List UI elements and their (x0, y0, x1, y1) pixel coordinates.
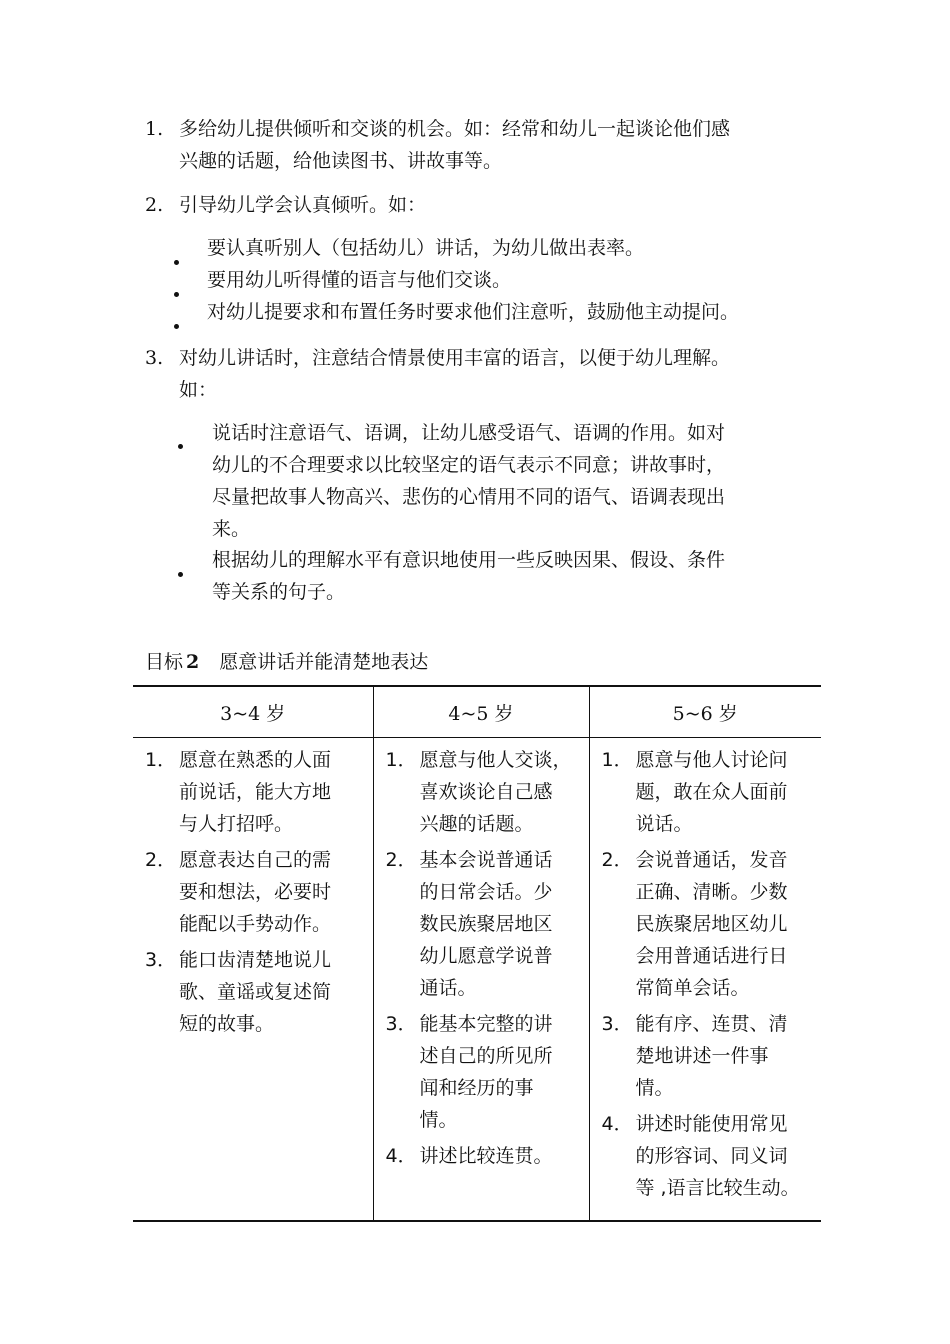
point-line: 基本会说普通话 (419, 849, 553, 871)
point-line: 短的故事。 (179, 1013, 275, 1035)
goal-prefix: 目标 (145, 651, 184, 673)
item-text-line: 多给幼儿提供倾听和交谈的机会。如：经常和幼儿一起谈论他们感 (179, 118, 731, 140)
bullet-item (207, 264, 511, 296)
table-row (133, 738, 821, 1222)
list-item-1 (145, 113, 835, 177)
bullet-dot-icon (174, 324, 179, 329)
point-line: 等 ,语言比较生动。 (635, 1177, 800, 1199)
table-header-row (133, 686, 821, 738)
point-line: 能口齿清楚地说儿 (179, 949, 332, 971)
goal-point (598, 1008, 814, 1104)
goal-heading (145, 647, 428, 677)
goal-number: 2 (186, 651, 200, 673)
point-line: 愿意表达自己的需 (179, 849, 332, 871)
point-line: 数民族聚居地区 (419, 913, 553, 935)
point-line: 正确、清晰。少数 (635, 881, 788, 903)
goals-table (133, 685, 821, 1222)
bullet-dot-icon (174, 292, 179, 297)
bullet-item (212, 417, 725, 545)
item-text-line: 如： (179, 379, 218, 401)
point-line: 讲述时能使用常见 (635, 1113, 788, 1135)
point-line: 喜欢谈论自己感 (419, 781, 553, 803)
bullet-item (207, 232, 644, 264)
item-text-line: 兴趣的话题，给他读图书、讲故事等。 (179, 150, 503, 172)
item-number: 3. (145, 347, 164, 369)
point-number: 1． (145, 749, 177, 771)
item-text-line: 引导幼儿学会认真倾听。如： (179, 194, 427, 216)
point-line: 的日常会话。少 (419, 881, 553, 903)
bullet-text: 对幼儿提要求和布置任务时要求他们注意听，鼓励他主动提问。 (207, 301, 740, 323)
list-item-3 (145, 342, 835, 406)
point-line: 会用普通话进行日 (635, 945, 788, 967)
item-number: 1. (145, 118, 164, 140)
bullet-text-line: 尽量把故事人物高兴、悲伤的心情用不同的语气、语调表现出 (212, 486, 726, 508)
bullet-dot-icon (178, 572, 183, 577)
bullet-text-line: 幼儿的不合理要求以比较坚定的语气表示不同意；讲故事时， (212, 454, 726, 476)
table-cell-age-4-5 (373, 738, 589, 1222)
point-line: 愿意与他人交谈， (419, 749, 572, 771)
goal-point (382, 844, 581, 1004)
point-number: 3． (145, 949, 177, 971)
bullet-text: 要认真听别人（包括幼儿）讲话，为幼儿做出表率。 (207, 237, 645, 259)
point-line: 情。 (635, 1077, 674, 1099)
point-number: 2． (601, 849, 633, 871)
bullet-text-line: 来。 (212, 518, 251, 540)
point-line: 述自己的所见所 (419, 1045, 553, 1067)
table-cell-age-5-6 (589, 738, 821, 1222)
point-line: 能配以手势动作。 (179, 913, 332, 935)
point-line: 民族聚居地区幼儿 (635, 913, 788, 935)
point-line: 与人打招呼。 (179, 813, 294, 835)
point-line: 幼儿愿意学说普 (419, 945, 553, 967)
point-line: 讲述比较连贯。 (419, 1145, 553, 1167)
point-line: 闻和经历的事 (419, 1077, 534, 1099)
point-line: 歌、童谣或复述简 (179, 981, 332, 1003)
point-line: 能基本完整的讲 (419, 1013, 553, 1035)
point-number: 1． (601, 749, 633, 771)
point-line: 楚地讲述一件事 (635, 1045, 769, 1067)
point-line: 要和想法，必要时 (179, 881, 332, 903)
goal-point (141, 844, 365, 940)
item-number: 2. (145, 194, 164, 216)
point-line: 前说话，能大方地 (179, 781, 332, 803)
column-header: 5~6 岁 (589, 686, 821, 738)
goal-point (598, 1108, 814, 1204)
point-number: 4． (385, 1145, 417, 1167)
point-line: 的形容词、同义词 (635, 1145, 788, 1167)
bullet-item (212, 544, 725, 608)
bullet-dot-icon (174, 260, 179, 265)
point-number: 3． (601, 1013, 633, 1035)
column-header: 4~5 岁 (373, 686, 589, 738)
goal-point (598, 844, 814, 1004)
goal-point (382, 1140, 581, 1172)
goal-title: 愿意讲话并能清楚地表达 (219, 651, 429, 673)
goal-point (382, 744, 581, 840)
point-line: 愿意在熟悉的人面 (179, 749, 332, 771)
point-number: 4． (601, 1113, 633, 1135)
point-line: 常简单会话。 (635, 977, 750, 999)
point-line: 通话。 (419, 977, 477, 999)
item-text-line: 对幼儿讲话时，注意结合情景使用丰富的语言，以便于幼儿理解。 (179, 347, 731, 369)
goal-point (141, 744, 365, 840)
point-line: 题，敢在众人面前 (635, 781, 788, 803)
point-line: 说话。 (635, 813, 693, 835)
goal-point (598, 744, 814, 840)
table-cell-age-3-4 (133, 738, 373, 1222)
bullet-text-line: 等关系的句子。 (212, 581, 346, 603)
point-line: 会说普通话，发音 (635, 849, 788, 871)
point-line: 兴趣的话题。 (419, 813, 534, 835)
point-number: 3． (385, 1013, 417, 1035)
list-item-2 (145, 189, 835, 221)
point-line: 能有序、连贯、清 (635, 1013, 788, 1035)
bullet-text-line: 根据幼儿的理解水平有意识地使用一些反映因果、假设、条件 (212, 549, 726, 571)
point-line: 情。 (419, 1109, 458, 1131)
point-number: 2． (145, 849, 177, 871)
bullet-item (207, 296, 739, 328)
bullet-text-line: 说话时注意语气、语调，让幼儿感受语气、语调的作用。如对 (212, 422, 726, 444)
goal-point (382, 1008, 581, 1136)
point-line: 愿意与他人讨论问 (635, 749, 788, 771)
goal-point (141, 944, 365, 1040)
point-number: 1． (385, 749, 417, 771)
bullet-dot-icon (178, 444, 183, 449)
bullet-text: 要用幼儿听得懂的语言与他们交谈。 (207, 269, 512, 291)
column-header: 3~4 岁 (133, 686, 373, 738)
point-number: 2． (385, 849, 417, 871)
